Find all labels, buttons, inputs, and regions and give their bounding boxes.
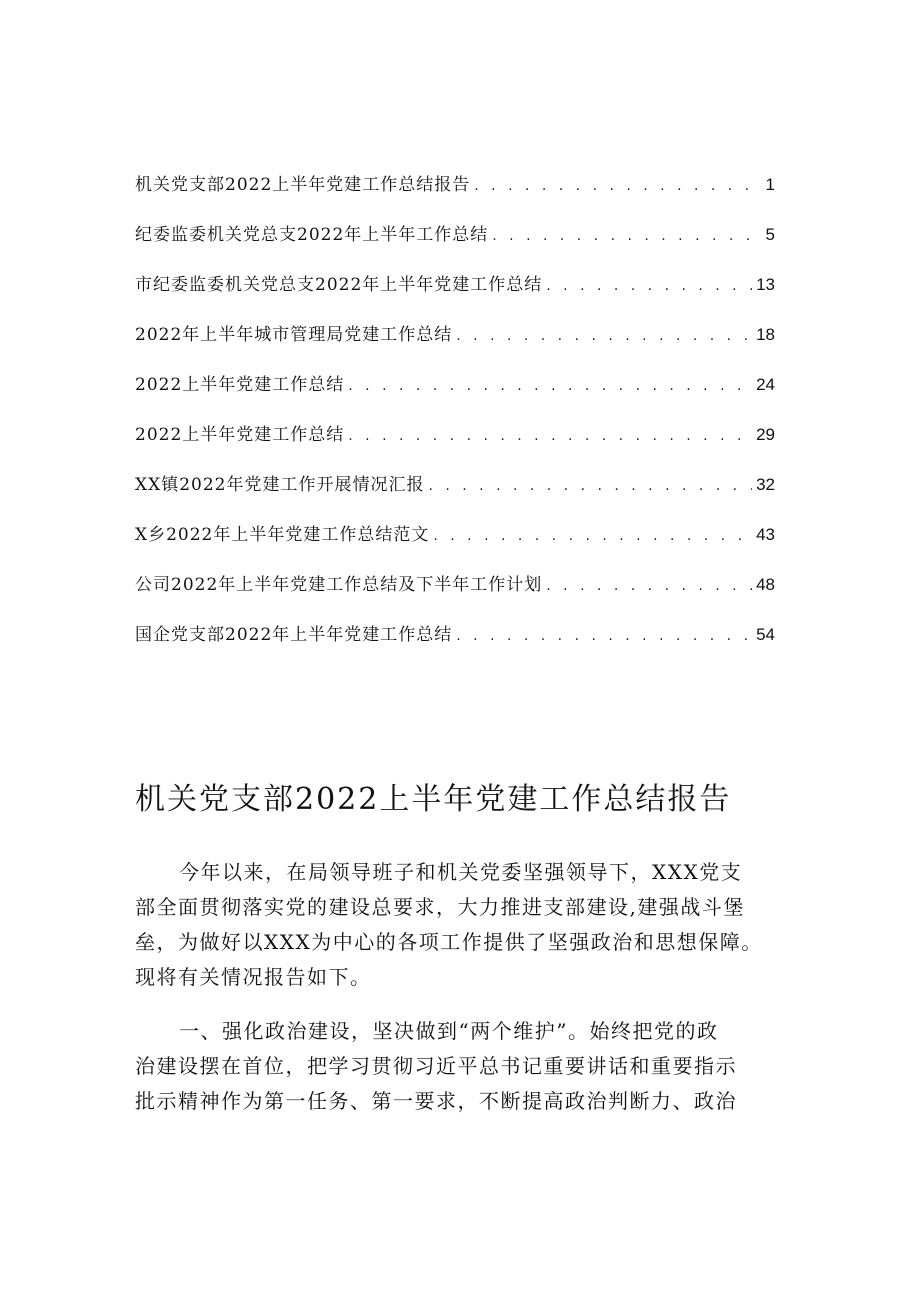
toc-leader-dots [348,423,752,449]
toc-entry-page: 32 [756,475,775,494]
toc-entry-page: 29 [756,425,775,444]
toc-leader-dots [546,573,752,599]
toc-entry-title: 机关党支部2022上半年党建工作总结报告 [135,175,471,195]
toc-entry[interactable] [135,272,775,322]
toc-entry[interactable] [135,572,775,622]
paragraph-line: 批示精神作为第一任务、第一要求，不断提高政治判断力、政治 [135,1089,737,1113]
toc-entry-title: 2022年上半年城市管理局党建工作总结 [135,325,453,345]
toc-entry-title: 国企党支部2022年上半年党建工作总结 [135,625,453,645]
toc-leader-dots [348,373,752,399]
toc-entry[interactable] [135,222,775,272]
toc-leader-dots [474,173,761,199]
document-title: 机关党支部2022上半年党建工作总结报告 [135,782,732,817]
toc-leader-dots [546,273,752,299]
toc-leader-dots [456,323,752,349]
body-paragraph [135,855,795,995]
paragraph-line: 部全面贯彻落实党的建设总要求，大力推进支部建设,建强战斗堡 [135,895,745,919]
paragraph-line: 治建设摆在首位，把学习贯彻习近平总书记重要讲话和重要指示 [135,1054,737,1078]
toc-entry-page: 54 [756,625,775,644]
toc-leader-dots [433,523,752,549]
body-paragraph [135,1014,795,1119]
toc-entry-title: X乡2022年上半年党建工作总结范文 [135,525,430,545]
paragraph-line: 现将有关情况报告如下。 [135,965,372,989]
toc-leader-dots [456,623,752,649]
toc-entry-title: XX镇2022年党建工作开展情况汇报 [135,475,425,495]
toc-entry[interactable] [135,372,775,422]
toc-entry-title: 纪委监委机关党总支2022年上半年工作总结 [135,225,489,245]
toc-entry-title: 2022上半年党建工作总结 [135,375,345,395]
table-of-contents [135,172,775,672]
toc-entry[interactable] [135,622,775,672]
toc-entry-title: 公司2022年上半年党建工作总结及下半年工作计划 [135,575,543,595]
toc-entry[interactable] [135,472,775,522]
document-body [135,855,795,1138]
toc-entry-page: 48 [756,575,775,594]
toc-entry-page: 18 [756,325,775,344]
toc-entry[interactable] [135,522,775,572]
toc-entry[interactable] [135,172,775,222]
toc-entry-page: 43 [756,525,775,544]
toc-entry-page: 5 [765,225,775,244]
toc-entry-title: 2022上半年党建工作总结 [135,425,345,445]
paragraph-line: 垒，为做好以XXX为中心的各项工作提供了坚强政治和思想保障。 [135,930,763,954]
paragraph-line: 一、强化政治建设，坚决做到“两个维护”。始终把党的政 [179,1019,719,1043]
toc-entry-page: 24 [756,375,775,394]
toc-entry[interactable] [135,322,775,372]
toc-leader-dots [428,473,752,499]
toc-leader-dots [492,223,761,249]
toc-entry-page: 1 [765,175,775,194]
toc-entry[interactable] [135,422,775,472]
toc-entry-page: 13 [756,275,775,294]
paragraph-line: 今年以来，在局领导班子和机关党委坚强领导下，XXX党支 [179,860,743,884]
toc-entry-title: 市纪委监委机关党总支2022年上半年党建工作总结 [135,275,543,295]
